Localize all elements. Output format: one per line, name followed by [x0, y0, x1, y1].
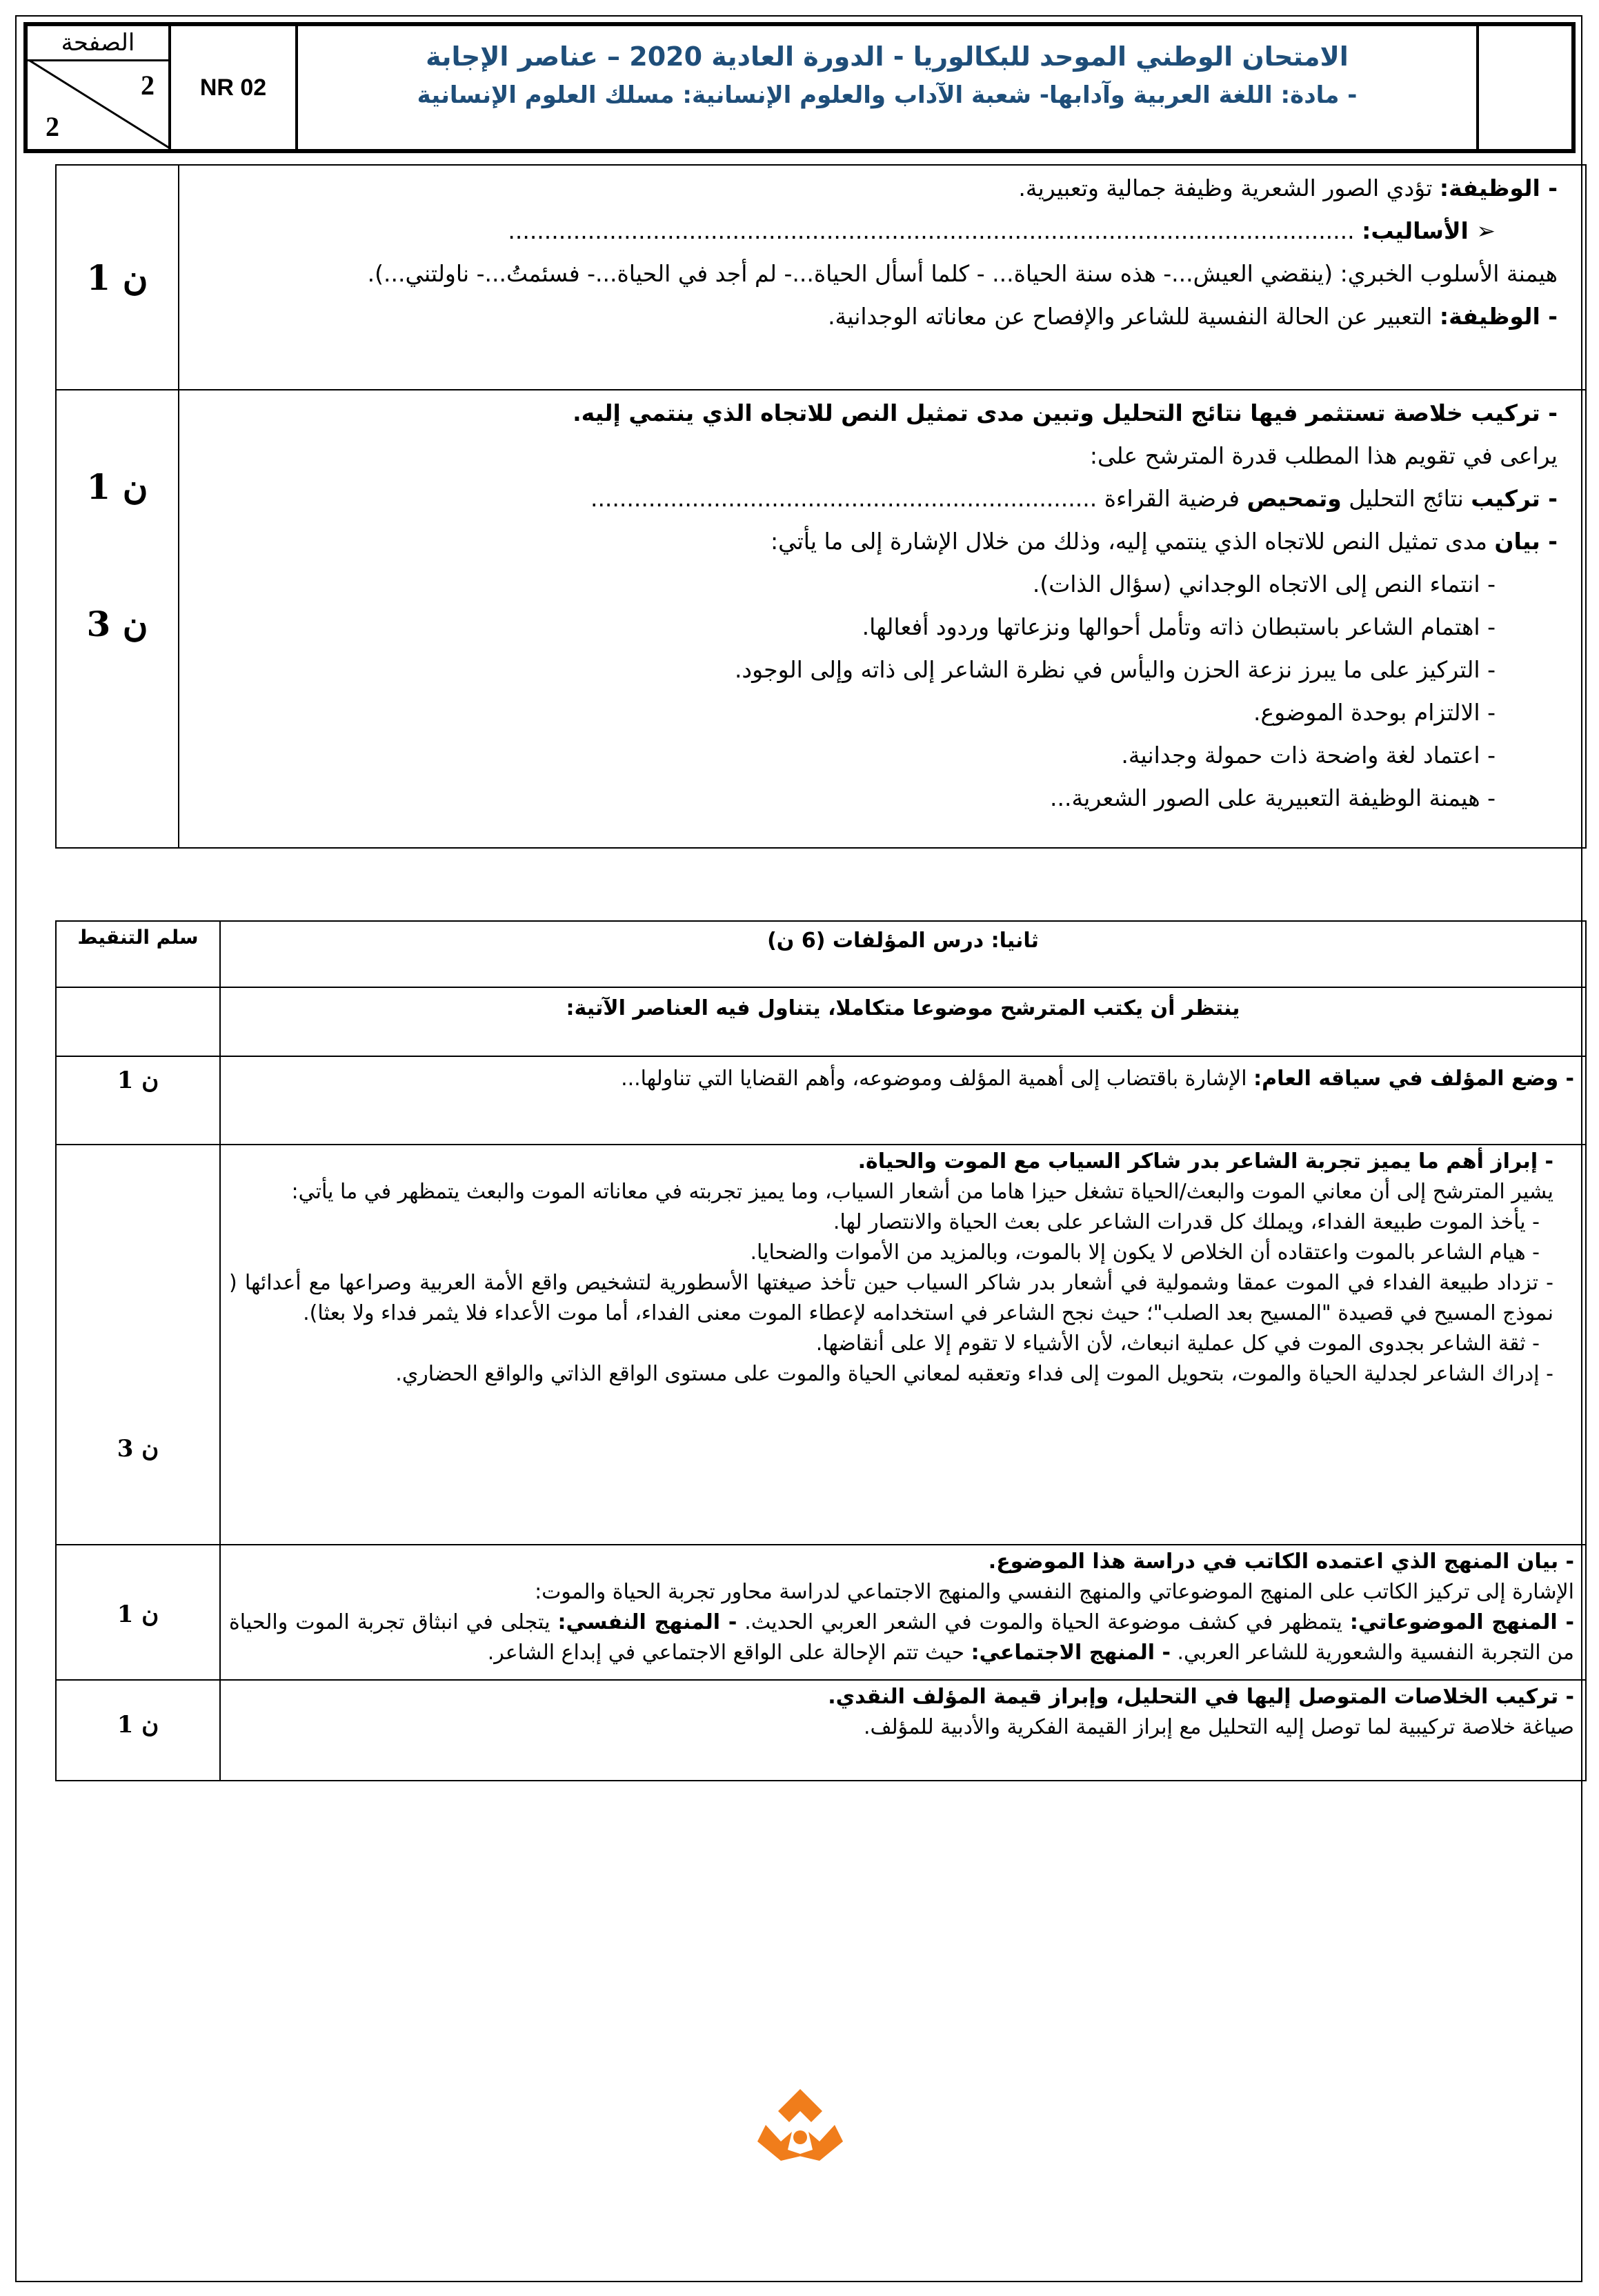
- page-current: 2: [141, 70, 155, 101]
- table-row: [56, 390, 1586, 848]
- content-cell: - وضع المؤلف في سياقه العام: الإشارة باقتضاب إلى أهمية المؤلف وموضوعه، وأهم القضايا التي تناولها...: [220, 1056, 1586, 1145]
- title-line-2: - مادة: اللغة العربية وآدابها- شعبة الآداب والعلوم الإنسانية: مسلك العلوم الإنسانية: [417, 81, 1358, 109]
- part1-table: [55, 164, 1587, 849]
- part2-table: [55, 920, 1587, 1781]
- logo-icon: [745, 2084, 855, 2180]
- content-cell: [179, 165, 1586, 390]
- score-cell: 1 ن: [56, 1056, 220, 1145]
- styles-line: ➢ الأساليب: .....................................................................................................................: [508, 217, 1496, 244]
- rowD-text: صياغة خلاصة تركيبية لما توصل إليه التحليل مع إبراز القيمة الفكرية والأدبية للمؤلف.: [863, 1715, 1574, 1739]
- synthesis-item-1: - تركيب نتائج التحليل وتمحيص فرضية القراءة ......................................................................: [590, 485, 1558, 512]
- list-item: - إدراك الشاعر لجدلية الحياة والموت، بتحويل الموت إلى فداء وتعقبه لمعاني الحياة والموت على مستوى الواقع الذاتي والواقع الحضاري.: [395, 1362, 1553, 1386]
- list-item: - اعتماد لغة واضحة ذات حمولة وجدانية.: [1121, 742, 1496, 769]
- list-item: - يأخذ الموت طبيعة الفداء، ويملك كل قدرات الشاعر على بعث الحياة والانتصار لها.: [833, 1210, 1540, 1234]
- rowC-heading: - بيان المنهج الذي اعتمده الكاتب في دراسة هذا الموضوع.: [988, 1550, 1574, 1574]
- table-row: [56, 1145, 1586, 1545]
- table-row: [56, 987, 1586, 1056]
- styles-text: هيمنة الأسلوب الخبري: (ينقضي العيش...- هذه سنة الحياة... - كلما أسأل الحياة...- لم أجد في الحياة...- فسئمتُ...- ناولتني...).: [367, 260, 1558, 287]
- list-item: - تزداد طبيعة الفداء في الموت عمقا وشمولية في أشعار بدر شاكر السياب حين تأخذ صيغتها الأسطورية لتشخيص واقع الأمة العربية وصراعها مع أعدائها ( نموذج المسيح في قصيدة "المسيح بعد الصلب"؛ حيث نجح الشاعر في استخدامه لإعطاء الموت معنى الفداء، أما موت الأعداء فلا يثمر فداء ولا بعثا).: [229, 1271, 1553, 1325]
- content-cell: [220, 1545, 1586, 1680]
- table-row: [56, 1680, 1586, 1781]
- rowD-heading: - تركيب الخلاصات المتوصل إليها في التحليل، وإبراز قيمة المؤلف النقدي.: [828, 1685, 1574, 1709]
- synthesis-intro: يراعى في تقويم هذا المطلب قدرة المترشح على:: [1089, 442, 1558, 469]
- list-item: - اهتمام الشاعر باستبطان ذاته وتأمل أحوالها ونزعاتها وردود أفعالها.: [862, 613, 1496, 640]
- title-line-1: الامتحان الوطني الموحد للبكالوريا - الدورة العادية 2020 – عناصر الإجابة: [426, 41, 1349, 72]
- function-line-2: - الوظيفة: التعبير عن الحالة النفسية للشاعر والإفصاح عن معاناته الوجدانية.: [828, 303, 1558, 330]
- score-header: سلم التنقيط: [56, 921, 220, 987]
- rowB-heading: - إبراز أهم ما يميز تجربة الشاعر بدر شاكر السياب مع الموت والحياة.: [857, 1149, 1553, 1174]
- table-header-row: [56, 921, 1586, 987]
- score-cell: 1 ن 3 ن: [56, 390, 179, 848]
- header-blank-cell: [1479, 26, 1571, 149]
- page-total: 2: [46, 111, 59, 142]
- rowC-methods: - المنهج الموضوعاتي: يتمظهر في كشف موضوعة الحياة والموت في الشعر العربي الحديث. - المنهج النفسي: يتجلى في انبثاق تجربة الموت والحياة من التجربة النفسية والشعورية للشاعر العربي. - المنهج الاجتماعي: حيث تتم الإحالة على الواقع الاجتماعي في إبداع الشاعر.: [229, 1610, 1575, 1665]
- list-item: - ثقة الشاعر بجدوى الموت في كل عملية انبعاث، لأن الأشياء لا تقوم إلا على أنقاضها.: [815, 1332, 1540, 1356]
- synthesis-heading: - تركيب خلاصة تستثمر فيها نتائج التحليل وتبين مدى تمثيل النص للاتجاه الذي ينتمي إليه.: [573, 399, 1558, 426]
- table-row: [56, 165, 1586, 390]
- list-item: - انتماء النص إلى الاتجاه الوجداني (سؤال الذات).: [1032, 571, 1496, 597]
- list-item: - هيام الشاعر بالموت واعتقاده أن الخلاص لا يكون إلا بالموت، وبالمزيد من الأموات والضحايا.: [750, 1240, 1540, 1265]
- page-number-box: [28, 26, 171, 149]
- part2-title: ثانيا: درس المؤلفات (6 ن): [220, 921, 1586, 987]
- exam-header: [23, 22, 1576, 153]
- score-cell: 1 ن: [56, 165, 179, 390]
- score-cell: 1 ن: [56, 1680, 220, 1781]
- rowC-intro: الإشارة إلى تركيز الكاتب على المنهج الموضوعاتي والمنهج النفسي والمنهج الاجتماعي لدراسة محاور تجربة الحياة والموت:: [535, 1580, 1574, 1604]
- page-label: الصفحة: [61, 29, 135, 57]
- list-item: - الالتزام بوحدة الموضوع.: [1253, 699, 1496, 726]
- table-row: [56, 1545, 1586, 1680]
- synthesis-item-2: - بيان مدى تمثيل النص للاتجاه الذي ينتمي إليه، وذلك من خلال الإشارة إلى ما يأتي:: [770, 528, 1558, 555]
- part2-subtitle: ينتظر أن يكتب المترشح موضوعا متكاملا، يتناول فيه العناصر الآتية:: [220, 987, 1586, 1056]
- table-row: [56, 1056, 1586, 1145]
- function-line-1: - الوظيفة: تؤدي الصور الشعرية وظيفة جمالية وتعبيرية.: [1018, 175, 1558, 201]
- content-cell: [220, 1680, 1586, 1781]
- score-cell: 3 ن: [56, 1145, 220, 1545]
- list-item: - هيمنة الوظيفة التعبيرية على الصور الشعرية...: [1050, 784, 1496, 811]
- content-cell: [220, 1145, 1586, 1545]
- exam-code: NR 02: [171, 26, 298, 149]
- content-cell: [179, 390, 1586, 848]
- exam-title: [298, 26, 1479, 149]
- score-cell: 1 ن: [56, 1545, 220, 1680]
- rowB-intro: يشير المترشح إلى أن معاني الموت والبعث/الحياة تشغل حيزا هاما من أشعار السياب، وما يميز تجربته في معاناته الموت والبعث يتمظهر في ما يأتي:: [291, 1180, 1553, 1204]
- list-item: - التركيز على ما يبرز نزعة الحزن واليأس في نظرة الشاعر إلى ذاته وإلى الوجود.: [734, 656, 1496, 683]
